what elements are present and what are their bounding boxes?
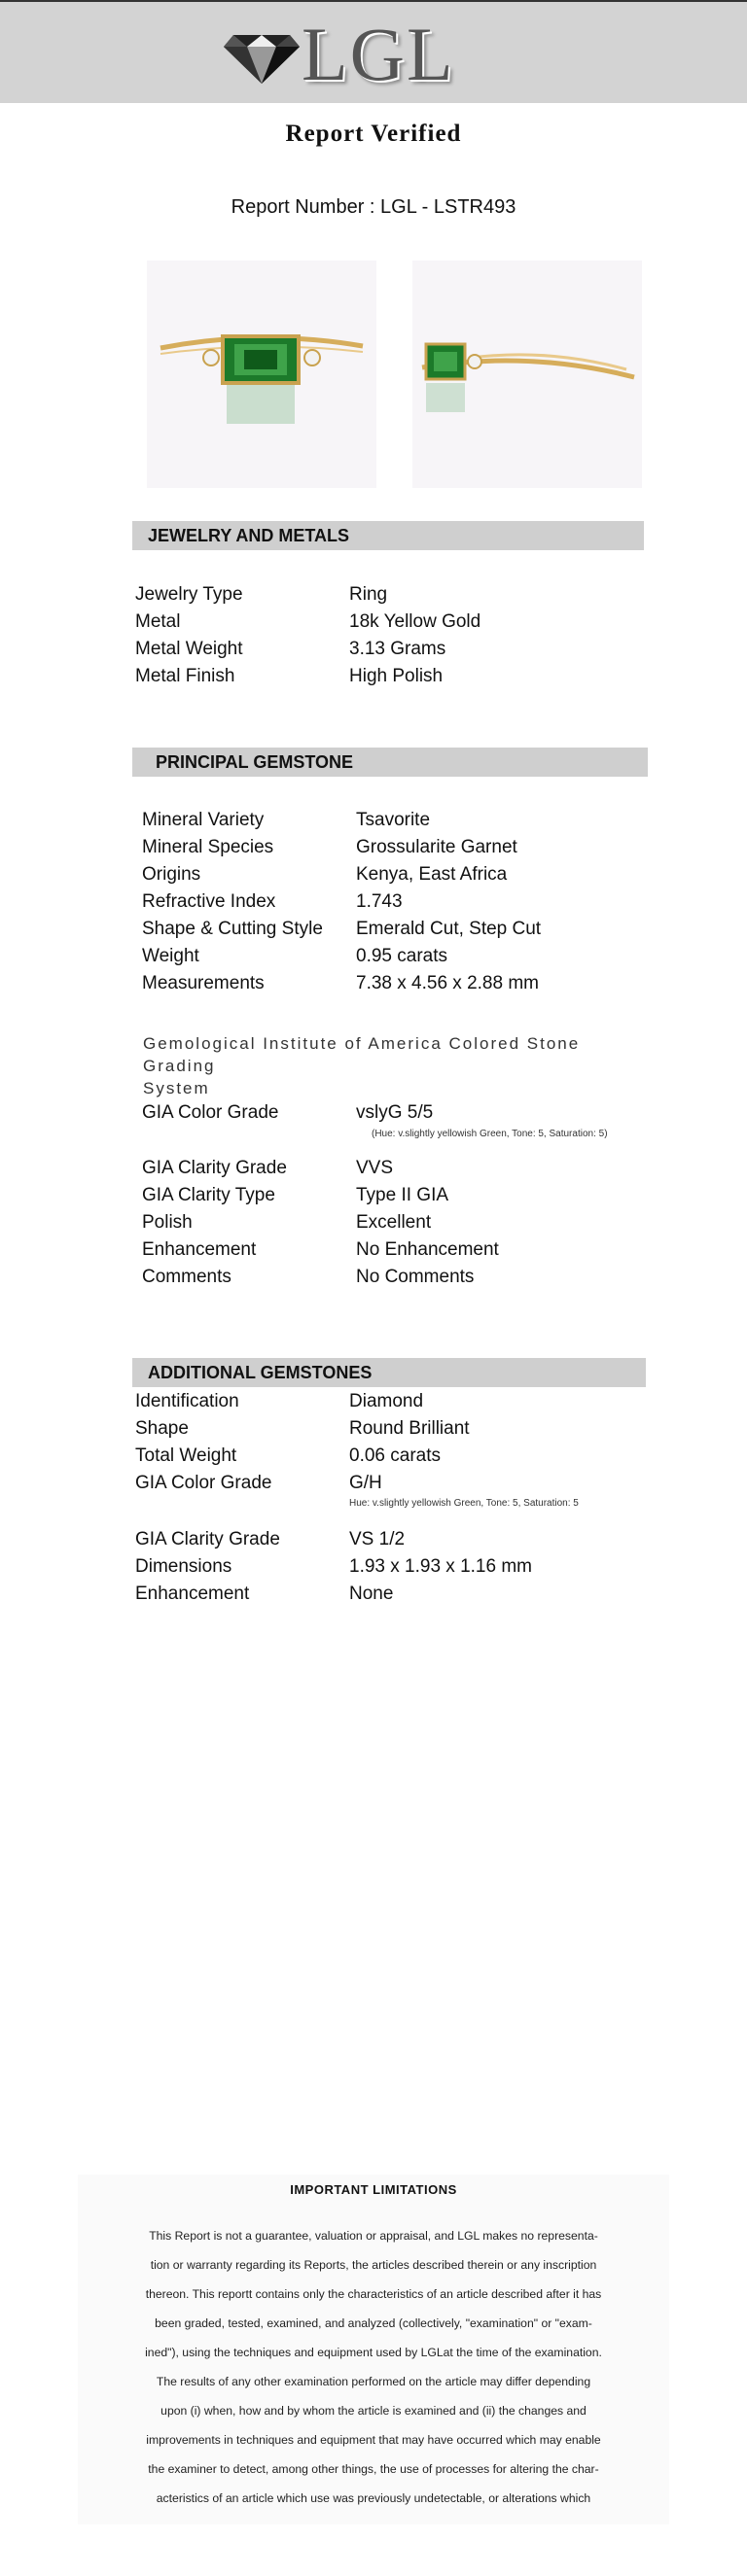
row-label: Refractive Index: [142, 891, 276, 912]
limitations-line: thereon. This reportt contains only the characteristics of an article described after it has: [145, 2287, 602, 2301]
limitations-line: been graded, tested, examined, and analyzed (collectively, "examination" or "exam-: [155, 2316, 592, 2330]
limitations-line: This Report is not a guarantee, valuation or appraisal, and LGL makes no representa-: [149, 2229, 598, 2243]
row-value: Tsavorite: [356, 810, 431, 830]
row-value: 0.95 carats: [356, 946, 447, 966]
row-label: Comments: [142, 1267, 231, 1287]
gia-grading-system-title: [143, 1032, 610, 1099]
limitations-heading: IMPORTANT LIMITATIONS: [290, 2182, 457, 2197]
header-banner: [0, 0, 747, 103]
gia-system-line: Gemological Institute of America Colored Stone Grading: [143, 1034, 581, 1075]
limitations-text: [101, 2221, 646, 2513]
row-value: Excellent: [356, 1212, 432, 1233]
row-label: Shape: [135, 1418, 189, 1439]
row-value: Emerald Cut, Step Cut: [356, 919, 542, 939]
row-label: Measurements: [142, 973, 265, 993]
row-label: Shape & Cutting Style: [142, 919, 323, 939]
row-label: Polish: [142, 1212, 193, 1233]
page-title: Report Verified: [285, 121, 462, 147]
row-value: G/H: [349, 1473, 382, 1493]
row-label: Mineral Variety: [142, 810, 265, 830]
row-value: VS 1/2: [349, 1529, 406, 1549]
row-label: GIA Clarity Type: [142, 1185, 275, 1205]
limitations-line: ined"), using the techniques and equipment used by LGLat the time of the examination.: [145, 2346, 602, 2359]
gia-system-line: System: [143, 1079, 210, 1097]
ring-front-photo: [147, 261, 376, 488]
lgl-logo: [224, 12, 477, 96]
row-value: 1.743: [356, 891, 403, 912]
row-label: Metal Weight: [135, 639, 243, 659]
row-value: Kenya, East Africa: [356, 864, 508, 885]
row-value: Ring: [349, 584, 388, 605]
row-value: Grossularite Garnet: [356, 837, 517, 857]
row-value: vslyG 5/5: [356, 1102, 434, 1123]
row-label: Metal: [135, 611, 181, 632]
section-heading-principal-gemstone: PRINCIPAL GEMSTONE: [132, 748, 648, 777]
row-label: Enhancement: [135, 1584, 250, 1604]
limitations-line: tion or warranty regarding its Reports, the articles described therein or any inscription: [150, 2258, 597, 2272]
limitations-line: The results of any other examination performed on the article may differ depending: [156, 2375, 591, 2388]
row-label: Mineral Species: [142, 837, 274, 857]
color-grade-note: Hue: v.slightly yellowish Green, Tone: 5, Saturation: 5: [349, 1498, 579, 1509]
color-grade-note: (Hue: v.slightly yellowish Green, Tone: 5, Saturation: 5): [372, 1129, 608, 1139]
row-label: Total Weight: [135, 1445, 237, 1466]
row-value: Round Brilliant: [349, 1418, 470, 1439]
report-number: Report Number : LGL - LSTR493: [231, 196, 516, 218]
row-value: Diamond: [349, 1391, 424, 1411]
limitations-line: upon (i) when, how and by whom the article is examined and (ii) the changes and: [160, 2404, 587, 2418]
row-value: 0.06 carats: [349, 1445, 441, 1466]
row-label: GIA Clarity Grade: [135, 1529, 280, 1549]
diamond-icon: [224, 27, 300, 86]
row-value: 18k Yellow Gold: [349, 611, 481, 632]
row-value: High Polish: [349, 666, 444, 686]
row-value: VVS: [356, 1158, 394, 1178]
logo-text: LGL: [302, 12, 455, 96]
row-value: Type II GIA: [356, 1185, 449, 1205]
row-value: None: [349, 1584, 394, 1604]
row-value: 3.13 Grams: [349, 639, 446, 659]
row-value: No Enhancement: [356, 1239, 499, 1260]
row-label: GIA Color Grade: [135, 1473, 272, 1493]
row-value: No Comments: [356, 1267, 475, 1287]
row-value: 7.38 x 4.56 x 2.88 mm: [356, 973, 539, 993]
row-label: Enhancement: [142, 1239, 257, 1260]
limitations-line: acteristics of an article which use was previously undetectable, or alterations which: [156, 2491, 591, 2505]
section-heading-jewelry-metals: JEWELRY AND METALS: [132, 521, 644, 550]
row-label: Dimensions: [135, 1556, 232, 1577]
row-label: Origins: [142, 864, 201, 885]
row-label: Jewelry Type: [135, 584, 243, 605]
row-label: GIA Color Grade: [142, 1102, 279, 1123]
row-label: GIA Clarity Grade: [142, 1158, 287, 1178]
limitations-line: improvements in techniques and equipment that may have occurred which may enable: [146, 2433, 601, 2447]
section-heading-additional-gemstones: ADDITIONAL GEMSTONES: [132, 1358, 646, 1387]
row-label: Weight: [142, 946, 199, 966]
row-label: Identification: [135, 1391, 239, 1411]
row-label: Metal Finish: [135, 666, 235, 686]
limitations-line: the examiner to detect, among other things, the use of processes for altering the char-: [148, 2462, 599, 2476]
row-value: 1.93 x 1.93 x 1.16 mm: [349, 1556, 532, 1577]
ring-side-photo: [412, 261, 642, 488]
